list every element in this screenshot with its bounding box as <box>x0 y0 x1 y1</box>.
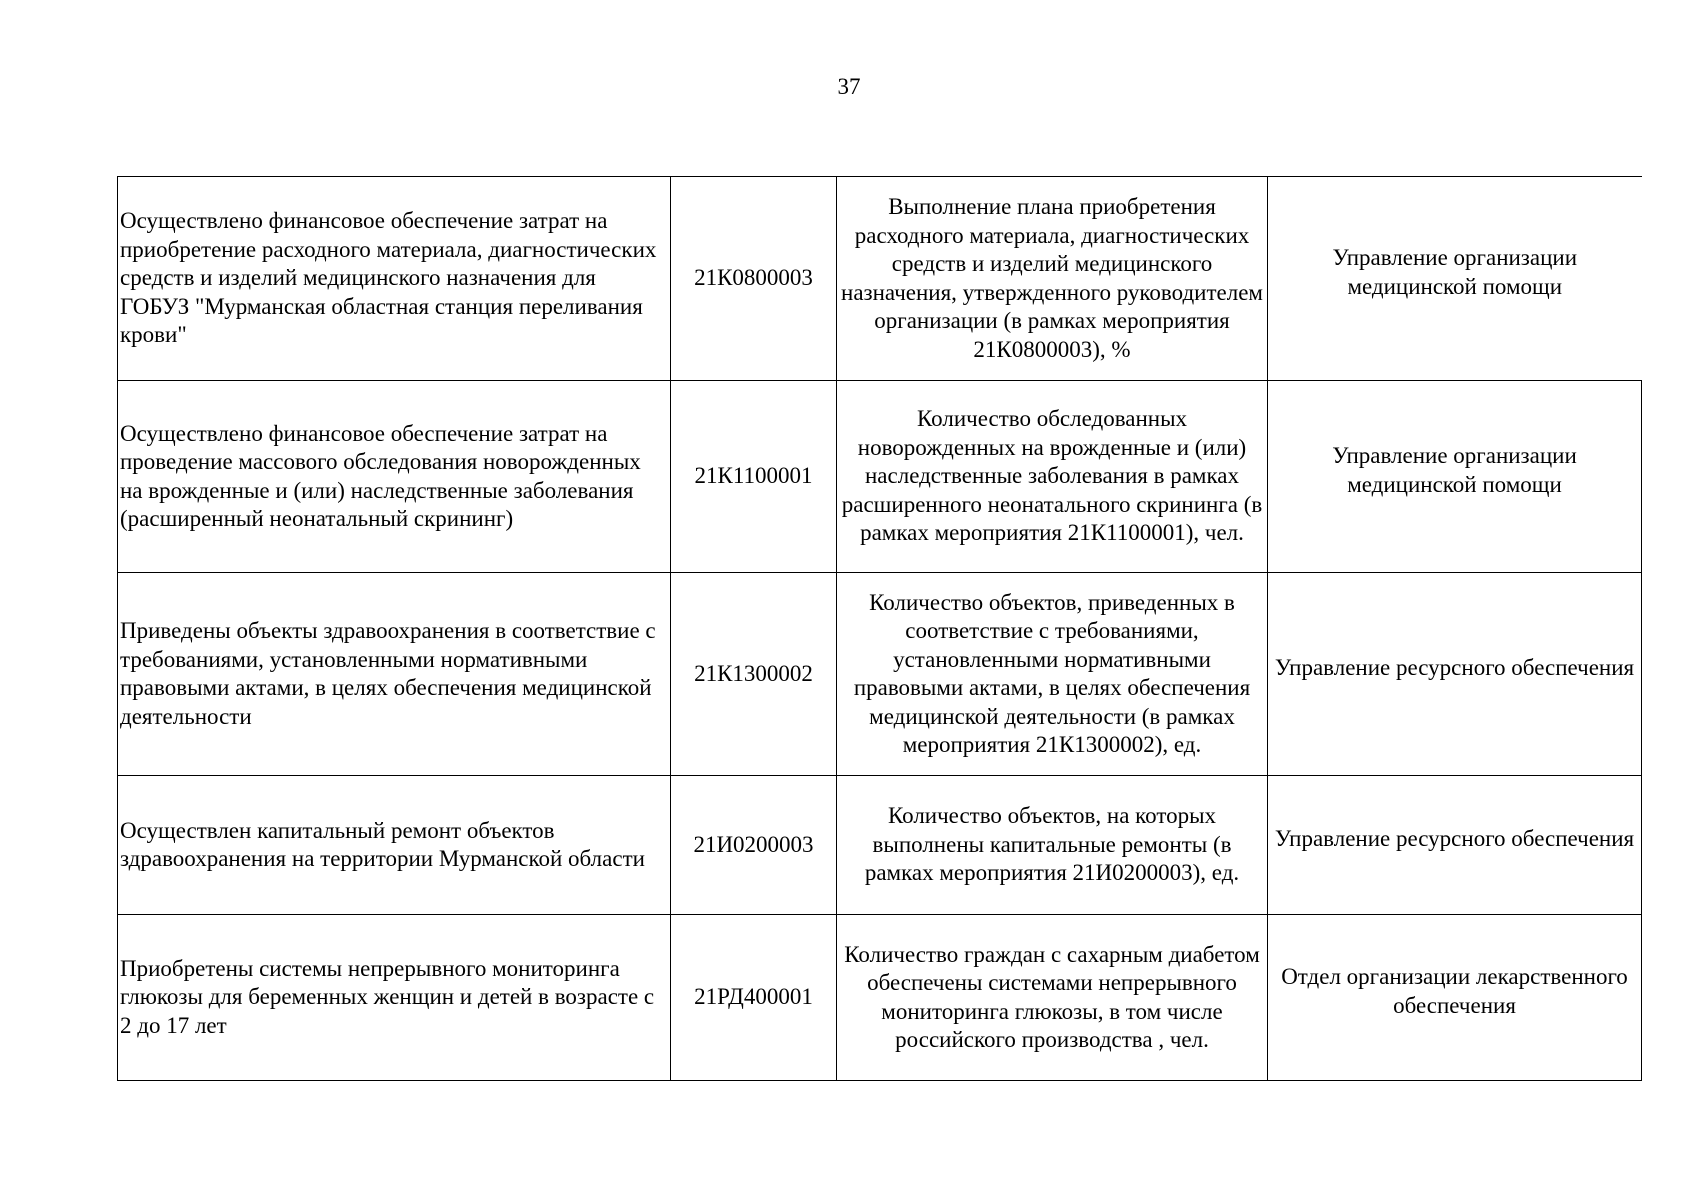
measure-code: 21РД400001 <box>694 984 813 1010</box>
table-row <box>118 381 1642 573</box>
result-description: Приобретены системы непрерывного мониторинга глюкозы для беременных женщин и детей в возрасте с 2 до 17 лет <box>120 955 655 1038</box>
measure-code: 21К0800003 <box>694 265 813 291</box>
measure-code: 21К1100001 <box>694 463 813 489</box>
responsible-cell <box>1268 381 1642 573</box>
table-row <box>118 776 1642 915</box>
code-cell <box>671 177 837 381</box>
result-description: Осуществлено финансовое обеспечение затрат на приобретение расходного материала, диагностических средств и изделий медицинского назначения для ГОБУЗ "Мурманская областная станция переливания крови" <box>120 208 657 348</box>
table-row <box>118 915 1642 1081</box>
responsible-unit: Управление организации медицинской помощи <box>1332 443 1577 497</box>
result-description: Приведены объекты здравоохранения в соответствие с требованиями, установленными нормативными правовыми актами, в целях обеспечения медицинской деятельности <box>120 618 656 729</box>
indicator-cell <box>837 915 1268 1081</box>
indicator-cell <box>837 381 1268 573</box>
measures-table <box>117 176 1642 1081</box>
page-number: 37 <box>837 74 861 99</box>
responsible-cell <box>1268 915 1642 1081</box>
responsible-cell <box>1268 177 1642 381</box>
result-description: Осуществлено финансовое обеспечение затрат на проведение массового обследования новорожденных на врожденные и (или) наследственные заболевания (расширенный неонатальный скрининг) <box>120 420 641 531</box>
indicator-text: Выполнение плана приобретения расходного материала, диагностических средств и изделий медицинского назначения, утвержденного руководителем организации (в рамках мероприятия 21К0800003), % <box>841 194 1263 362</box>
code-cell <box>671 915 837 1081</box>
indicator-text: Количество объектов, приведенных в соответствие с требованиями, установленными нормативными правовыми актами, в целях обеспечения медицинской деятельности (в рамках мероприятия 21К1300002), ед. <box>853 589 1251 757</box>
responsible-unit: Управление ресурсного обеспечения <box>1274 654 1635 680</box>
indicator-cell <box>837 177 1268 381</box>
result-description-cell <box>118 915 671 1081</box>
result-description: Осуществлен капитальный ремонт объектов здравоохранения на территории Мурманской области <box>120 817 645 871</box>
code-cell <box>671 381 837 573</box>
responsible-unit: Управление ресурсного обеспечения <box>1274 825 1635 851</box>
responsible-cell <box>1268 573 1642 776</box>
indicator-text: Количество обследованных новорожденных на врожденные и (или) наследственные заболевания в рамках расширенного неонатального скрининга (в рамках мероприятия 21К1100001), чел. <box>841 406 1263 546</box>
result-description-cell <box>118 177 671 381</box>
indicator-text: Количество объектов, на которых выполнены капитальные ремонты (в рамках мероприятия 21И0200003), ед. <box>864 803 1240 886</box>
indicator-text: Количество граждан с сахарным диабетом обеспечены системами непрерывного мониторинга глюкозы, в том числе российского производства , чел. <box>844 941 1260 1052</box>
responsible-cell <box>1268 776 1642 915</box>
result-description-cell <box>118 381 671 573</box>
responsible-unit: Управление организации медицинской помощи <box>1332 245 1578 299</box>
measure-code: 21К1300002 <box>694 660 813 686</box>
code-cell <box>671 573 837 776</box>
code-cell <box>671 776 837 915</box>
result-description-cell <box>118 573 671 776</box>
responsible-unit: Отдел организации лекарственного обеспечения <box>1281 964 1628 1018</box>
measure-code: 21И0200003 <box>693 831 814 857</box>
indicator-cell <box>837 573 1268 776</box>
table-row <box>118 573 1642 776</box>
result-description-cell <box>118 776 671 915</box>
indicator-cell <box>837 776 1268 915</box>
table-row <box>118 177 1642 381</box>
